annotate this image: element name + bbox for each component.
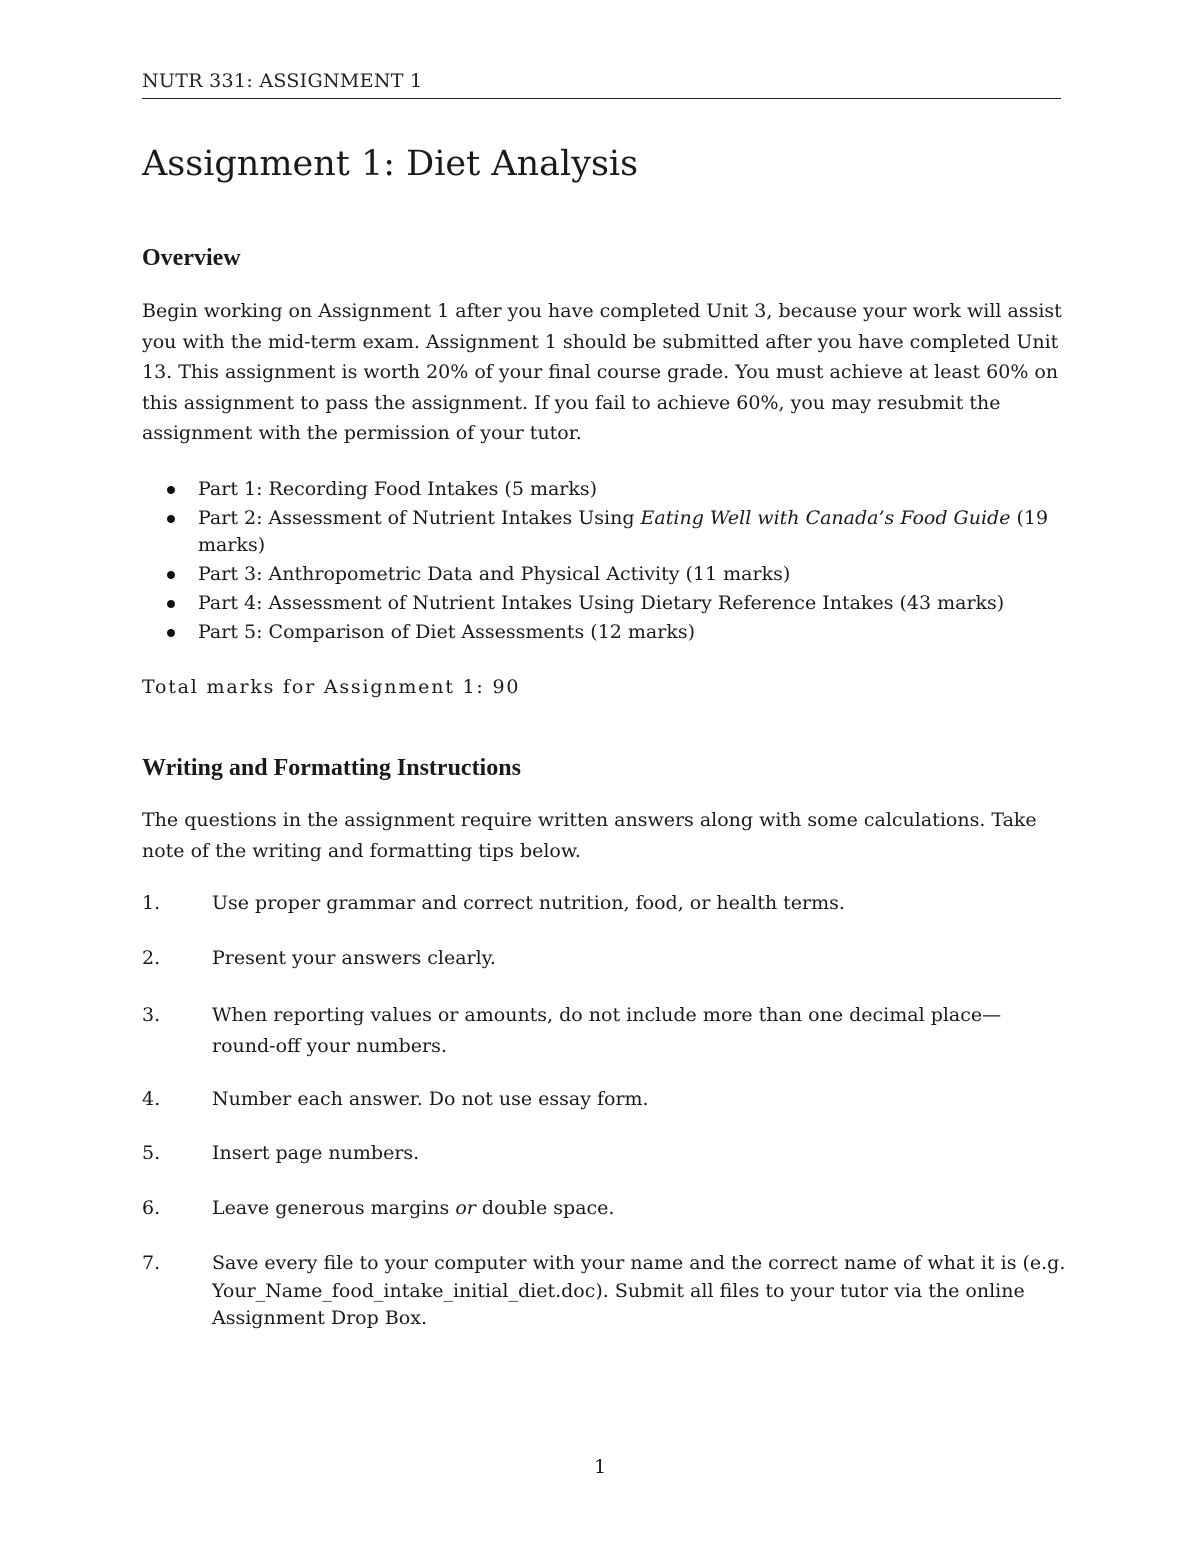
bullet-icon [167,515,175,523]
list-item [142,1000,1062,1062]
item-number: 3. [142,1004,161,1026]
item-number: 5. [142,1142,161,1164]
part-5-text: Part 5: Comparison of Diet Assessments (12 marks) [198,620,696,643]
overview-paragraph: Begin working on Assignment 1 after you have completed Unit 3, because your work will assist you with the mid-term exam. Assignment 1 should be submitted after you have completed Unit 13. This assignment is worth 20% of your final course grade. You must achieve at least 60% on this assignment to pass the assignment. If you fail to achieve 60%, you may resubmit the assignment with the permission of your tutor. [142,300,1062,444]
list-item [142,590,1072,617]
bullet-icon [167,600,175,608]
part-2-suffix: (19 marks) [198,507,1049,556]
bullet-icon [167,571,175,579]
list-item [142,945,1142,973]
header-rule [142,98,1061,99]
list-item [142,476,1072,503]
list-item [142,1086,1142,1114]
item-text: Use proper grammar and correct nutrition, food, or health terms. [212,892,845,914]
item-italic: or [455,1197,476,1219]
part-2-italic-title: Eating Well with Canada’s Food Guide [640,507,1011,529]
page-number: 1 [593,1456,607,1478]
list-item [142,1250,1137,1333]
item-text: Number each answer. Do not use essay form. [212,1088,649,1110]
running-header: NUTR 331: ASSIGNMENT 1 [142,70,423,92]
list-item [142,505,1072,558]
bullet-icon [167,629,175,637]
item-text: When reporting values or amounts, do not include more than one decimal place— round-off your numbers. [212,1004,1002,1057]
list-item [142,561,1072,588]
item-number: 1. [142,892,161,914]
list-item [142,1195,1142,1223]
item-prefix: Leave generous margins [212,1197,456,1219]
bullet-icon [167,486,175,494]
parts-list [142,476,1072,648]
writing-paragraph: The questions in the assignment require written answers along with some calculations. Take note of the writing and formatting tips below. [142,809,1037,862]
page-title: Assignment 1: Diet Analysis [142,144,639,184]
list-item [142,1140,1142,1168]
item-suffix: double space. [475,1197,615,1219]
item-number: 4. [142,1088,161,1110]
writing-heading: Writing and Formatting Instructions [142,755,521,781]
item-number: 7. [142,1252,161,1274]
part-1-text: Part 1: Recording Food Intakes (5 marks) [198,478,598,500]
list-item [142,890,1142,918]
part-3-text: Part 3: Anthropometric Data and Physical Activity (11 marks) [198,562,791,585]
total-marks: Total marks for Assignment 1: 90 [142,676,521,698]
item-number: 2. [142,947,161,969]
part-4-text: Part 4: Assessment of Nutrient Intakes Using Dietary Reference Intakes (43 marks) [198,591,1005,614]
list-item [142,619,1072,646]
item-text: Save every file to your computer with your name and the correct name of what it is (e.g. Your_Name_food_intake_initial_diet.doc). Submit all files to your tutor via the online Assignment Drop Box. [212,1252,1066,1329]
item-text: Present your answers clearly. [212,947,496,969]
item-number: 6. [142,1197,161,1219]
overview-heading: Overview [142,245,241,271]
item-text: Insert page numbers. [212,1142,420,1164]
part-2-prefix: Part 2: Assessment of Nutrient Intakes Using [198,507,641,529]
